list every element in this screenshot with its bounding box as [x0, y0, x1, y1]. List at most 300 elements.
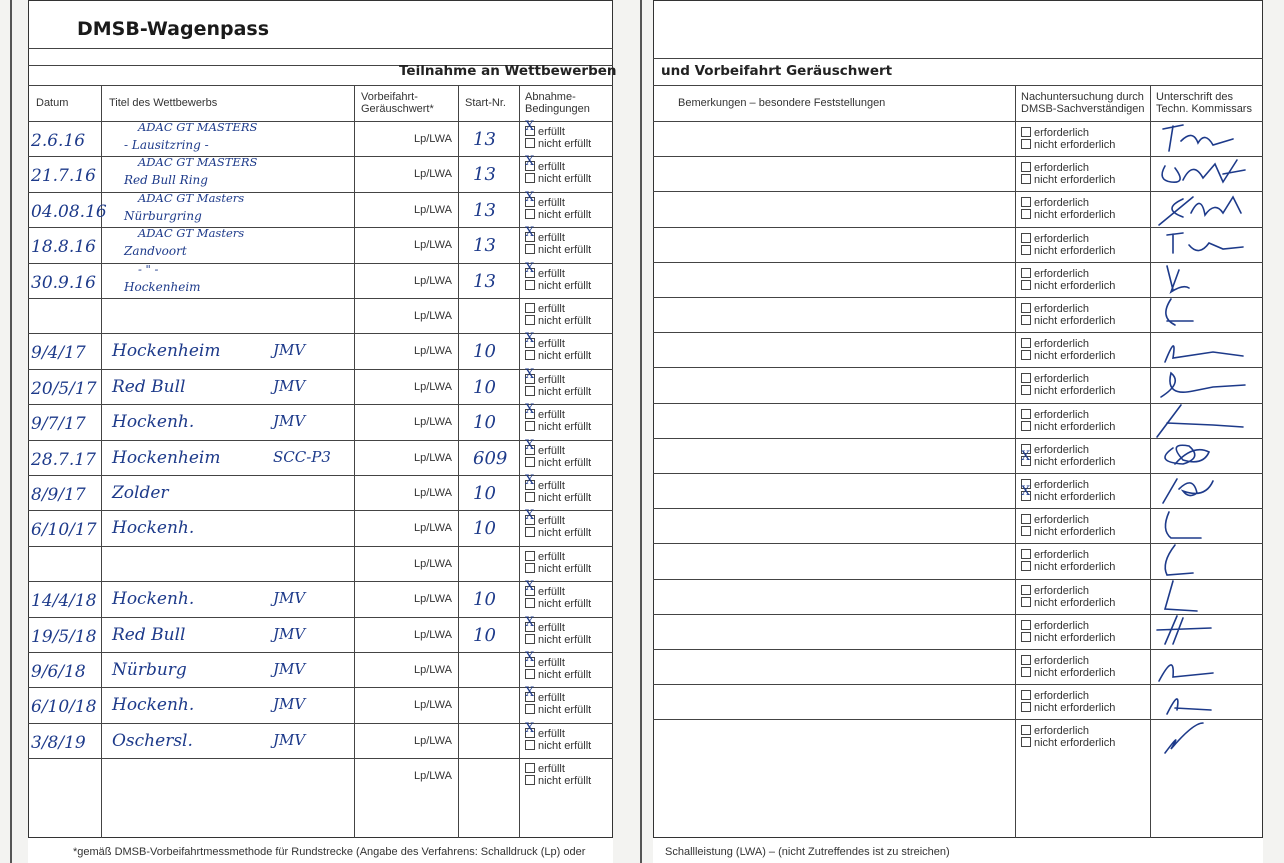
footnote: *gemäß DMSB-Vorbeifahrtmessmethode für Rundstrecke (Angabe des Verfahrens: Schalldruck (Lp) oder — [73, 846, 586, 858]
row-lp-lwa: Lp/LWA — [414, 770, 452, 783]
row-date: 28.7.17 — [31, 449, 96, 470]
row-start-nr: 10 — [473, 341, 496, 363]
row-signature: JMV — [273, 730, 306, 749]
table-row — [653, 614, 1263, 649]
table-row — [28, 189, 613, 227]
row-lp-lwa: Lp/LWA — [414, 451, 452, 464]
commissioner-signature — [1153, 719, 1258, 755]
checkbox-icon — [525, 598, 535, 608]
row-check-erfuellt — [525, 154, 565, 174]
binder-edge-center — [640, 0, 642, 863]
checkbox-icon — [1021, 373, 1031, 383]
col-header-abnahme-2: Bedingungen — [525, 103, 590, 115]
label-erforderlich: erforderlich — [1034, 162, 1090, 175]
check-mark-icon: X — [525, 650, 535, 665]
label-erforderlich: erforderlich — [1034, 338, 1090, 351]
row-lp-lwa: Lp/LWA — [414, 133, 452, 145]
row-check-erfuellt — [525, 473, 565, 492]
checkbox-icon — [1021, 561, 1031, 571]
row-check-erfuellt — [525, 650, 565, 669]
row-check-nicht-erforderlich — [1021, 350, 1115, 361]
row-start-nr: 10 — [473, 624, 496, 646]
checkbox-icon — [1021, 585, 1031, 595]
row-check-erforderlich — [1021, 373, 1089, 384]
row-lp-lwa: Lp/LWA — [414, 274, 452, 287]
commissioner-signature — [1153, 227, 1258, 263]
row-lp-lwa: Lp/LWA — [414, 203, 452, 216]
row-start-nr: 10 — [473, 376, 496, 398]
label-nicht-erforderlich: nicht erforderlich — [1034, 702, 1116, 715]
label-nicht-erfuellt: nicht erfüllt — [538, 562, 592, 575]
checkbox-icon — [1021, 421, 1031, 431]
label-nicht-erforderlich: nicht erforderlich — [1034, 561, 1116, 574]
row-check-erfuellt — [525, 225, 565, 245]
row-check-nicht-erfuellt — [525, 280, 591, 291]
table-row — [28, 298, 613, 333]
row-title-line1: Nürburg — [112, 660, 187, 680]
checkbox-icon — [1021, 385, 1031, 395]
checkbox-icon — [1021, 667, 1031, 677]
row-date: 6/10/17 — [31, 520, 97, 541]
row-signature: JMV — [273, 376, 306, 395]
row-check-nicht-erforderlich — [1021, 737, 1115, 748]
table-row — [653, 719, 1263, 754]
label-nicht-erfuellt: nicht erfüllt — [538, 704, 592, 717]
row-title-line1: ADAC GT Masters — [138, 190, 245, 205]
row-check-nicht-erfuellt — [525, 209, 591, 220]
checkbox-icon — [1021, 620, 1031, 630]
row-signature: JMV — [273, 589, 306, 608]
label-erfuellt: erfüllt — [538, 727, 565, 740]
table-row — [28, 475, 613, 510]
col-header-nachuntersuchung-1: Nachuntersuchung durch — [1021, 91, 1144, 103]
label-erfuellt: erfüllt — [538, 480, 565, 492]
row-date: 20/5/17 — [31, 378, 97, 399]
commissioner-signature — [1153, 684, 1258, 720]
row-check-erforderlich — [1021, 162, 1089, 173]
label-erfuellt: erfüllt — [538, 444, 565, 457]
label-erfuellt: erfüllt — [538, 303, 565, 315]
row-title-line1: Oschersl. — [112, 730, 193, 751]
section-title-right: und Vorbeifahrt Geräuschwert — [661, 63, 893, 79]
row-title-line1: ADAC GT MASTERS — [138, 120, 258, 134]
table-row — [653, 543, 1263, 578]
row-lp-lwa: Lp/LWA — [414, 734, 452, 747]
row-check-erforderlich — [1021, 338, 1089, 349]
checkbox-icon — [525, 173, 535, 183]
label-erforderlich: erforderlich — [1034, 373, 1090, 386]
table-row — [653, 579, 1263, 614]
label-nicht-erfuellt: nicht erfüllt — [538, 244, 592, 257]
checkbox-icon — [525, 669, 535, 679]
label-nicht-erfuellt: nicht erfüllt — [538, 315, 592, 327]
table-row — [653, 227, 1263, 262]
row-signature: SCC-P3 — [273, 447, 331, 466]
row-check-nicht-erforderlich — [1021, 632, 1115, 643]
row-check-nicht-erfuellt — [525, 740, 591, 751]
row-title-line1: ADAC GT Masters — [138, 226, 245, 241]
commissioner-signature — [1153, 403, 1258, 439]
footnote-right: Schallleistung (LWA) – (nicht Zutreffendes ist zu streichen) — [665, 846, 950, 858]
commissioner-signature — [1153, 508, 1258, 544]
label-nicht-erfuellt: nicht erfüllt — [538, 138, 592, 150]
checkbox-icon — [1021, 280, 1031, 290]
row-title-line1: Zolder — [112, 483, 169, 503]
row-check-nicht-erfuellt — [525, 315, 591, 326]
row-check-nicht-erfuellt — [525, 244, 591, 255]
checkbox-icon — [525, 138, 535, 148]
commissioner-signature — [1153, 297, 1258, 333]
check-mark-icon: X — [1021, 448, 1031, 464]
table-row — [653, 508, 1263, 543]
row-check-nicht-erforderlich — [1021, 139, 1115, 150]
checkbox-icon — [525, 492, 535, 502]
row-check-nicht-erforderlich — [1021, 667, 1115, 678]
label-erforderlich: erforderlich — [1034, 267, 1090, 280]
label-nicht-erfuellt: nicht erfüllt — [538, 208, 592, 221]
row-check-erforderlich — [1021, 514, 1089, 525]
row-date: 14/4/18 — [31, 591, 97, 612]
table-row — [28, 687, 613, 722]
label-nicht-erfuellt: nicht erfüllt — [538, 598, 592, 611]
row-check-erfuellt — [525, 720, 565, 740]
check-mark-icon: X — [525, 437, 535, 453]
checkbox-icon — [1021, 162, 1031, 172]
row-check-nicht-erfuellt — [525, 386, 591, 397]
label-nicht-erfuellt: nicht erfüllt — [538, 350, 592, 363]
row-check-erforderlich — [1021, 690, 1089, 701]
commissioner-signature — [1153, 156, 1258, 192]
row-check-erfuellt — [525, 685, 565, 705]
row-start-nr: 10 — [473, 412, 496, 434]
row-signature: JMV — [273, 412, 306, 431]
row-check-erforderlich — [1021, 620, 1089, 631]
binder-edge-left — [10, 0, 12, 863]
section-rule — [28, 85, 613, 86]
label-nicht-erforderlich: nicht erforderlich — [1034, 737, 1116, 750]
label-nicht-erforderlich: nicht erforderlich — [1034, 279, 1116, 292]
row-start-nr: 13 — [473, 199, 496, 221]
label-erfuellt: erfüllt — [538, 373, 565, 386]
checkbox-icon — [525, 303, 535, 313]
checkbox-icon — [525, 350, 535, 360]
row-lp-lwa: Lp/LWA — [414, 310, 452, 322]
row-check-erfuellt — [525, 508, 565, 528]
row-check-erfuellt — [525, 579, 565, 599]
row-check-erforderlich — [1021, 127, 1089, 138]
row-title-line1: Hockenheim — [112, 447, 221, 468]
label-erforderlich: erforderlich — [1034, 127, 1090, 139]
row-check-erfuellt — [525, 551, 565, 562]
label-nicht-erfuellt: nicht erfüllt — [538, 739, 592, 752]
row-check-erfuellt — [525, 402, 565, 422]
check-mark-icon: X — [525, 119, 535, 134]
row-start-nr: 13 — [473, 129, 496, 150]
label-nicht-erfuellt: nicht erfüllt — [538, 633, 592, 646]
row-lp-lwa: Lp/LWA — [414, 557, 452, 570]
checkbox-icon — [1021, 233, 1031, 243]
col-header-abnahme-1: Abnahme- — [525, 91, 576, 103]
row-title-line1: ADAC GT MASTERS — [138, 155, 258, 170]
row-title-line1: Hockenheim — [112, 341, 221, 362]
label-erforderlich: erforderlich — [1034, 514, 1090, 527]
label-nicht-erforderlich: nicht erforderlich — [1034, 491, 1116, 503]
row-date: 19/5/18 — [31, 626, 97, 647]
label-erfuellt: erfüllt — [538, 409, 565, 422]
row-check-nicht-erfuellt — [525, 492, 591, 503]
checkbox-icon — [1021, 702, 1031, 712]
table-row — [28, 121, 613, 156]
row-check-erforderlich — [1021, 585, 1089, 596]
label-nicht-erforderlich: nicht erforderlich — [1034, 667, 1116, 679]
row-start-nr: 13 — [473, 164, 496, 186]
checkbox-icon — [1021, 303, 1031, 313]
row-title-line1: Hockenh. — [112, 412, 195, 433]
table-row — [28, 156, 613, 191]
table-row — [653, 191, 1263, 226]
label-erforderlich: erforderlich — [1034, 303, 1090, 315]
table-row — [28, 510, 613, 545]
row-check-erforderlich — [1021, 479, 1089, 490]
checkbox-icon — [1021, 597, 1031, 607]
label-erfuellt: erfüllt — [538, 161, 565, 174]
row-check-nicht-erforderlich — [1021, 526, 1115, 537]
checkbox-icon — [525, 704, 535, 714]
checkbox-icon — [1021, 197, 1031, 207]
row-lp-lwa: Lp/LWA — [414, 239, 452, 252]
col-header-nachuntersuchung-2: DMSB-Sachverständigen — [1021, 103, 1145, 115]
row-date: 21.7.16 — [31, 166, 96, 187]
col-header-titel: Titel des Wettbewerbs — [109, 97, 218, 109]
table-row — [28, 227, 613, 262]
row-start-nr: 13 — [473, 270, 496, 292]
table-row — [653, 262, 1263, 297]
label-nicht-erfuellt: nicht erfüllt — [538, 527, 592, 540]
table-row — [28, 546, 613, 581]
label-nicht-erforderlich: nicht erforderlich — [1034, 315, 1116, 327]
title-rule-right — [653, 58, 1263, 59]
table-row — [28, 720, 613, 758]
row-check-nicht-erfuellt — [525, 634, 591, 645]
commissioner-signature — [1153, 121, 1258, 157]
row-check-erfuellt — [525, 366, 565, 386]
checkbox-icon — [525, 209, 535, 219]
label-erforderlich: erforderlich — [1034, 408, 1090, 421]
checkbox-icon — [1021, 315, 1031, 325]
label-nicht-erforderlich: nicht erforderlich — [1034, 174, 1116, 187]
row-start-nr: 10 — [473, 589, 496, 611]
commissioner-signature — [1153, 262, 1258, 298]
commissioner-signature — [1153, 649, 1258, 685]
label-nicht-erfuellt: nicht erfüllt — [538, 421, 592, 434]
label-erforderlich: erforderlich — [1034, 655, 1090, 667]
row-check-nicht-erforderlich — [1021, 174, 1115, 185]
row-date: 6/10/18 — [31, 697, 97, 718]
row-lp-lwa: Lp/LWA — [414, 664, 452, 676]
check-mark-icon: X — [525, 614, 535, 630]
commissioner-signature — [1153, 332, 1258, 368]
label-erfuellt: erfüllt — [538, 196, 565, 209]
label-erforderlich: erforderlich — [1034, 549, 1090, 562]
checkbox-icon — [1021, 725, 1031, 735]
checkbox-icon — [1021, 549, 1031, 559]
checkbox-icon — [1021, 268, 1031, 278]
checkbox-icon — [1021, 350, 1031, 360]
row-signature: JMV — [273, 660, 306, 678]
row-lp-lwa: Lp/LWA — [414, 593, 452, 606]
label-nicht-erforderlich: nicht erforderlich — [1034, 596, 1116, 609]
commissioner-signature — [1153, 191, 1258, 227]
row-check-erforderlich — [1021, 444, 1089, 455]
row-signature: JMV — [273, 695, 306, 714]
label-nicht-erfuellt: nicht erfüllt — [538, 279, 592, 292]
section-title: Teilnahme an Wettbewerben — [399, 63, 617, 79]
row-check-nicht-erfuellt — [525, 775, 591, 786]
label-nicht-erfuellt: nicht erfüllt — [538, 775, 592, 788]
label-erforderlich: erforderlich — [1034, 725, 1090, 738]
table-row — [28, 404, 613, 439]
row-date: 3/8/19 — [31, 732, 86, 753]
label-nicht-erfuellt: nicht erfüllt — [538, 669, 592, 681]
table-row — [28, 581, 613, 616]
label-erforderlich: erforderlich — [1034, 584, 1090, 597]
check-mark-icon: X — [525, 508, 535, 524]
check-mark-icon: X — [525, 331, 535, 347]
row-check-nicht-erforderlich — [1021, 561, 1115, 572]
row-lp-lwa: Lp/LWA — [414, 345, 452, 358]
row-start-nr: 10 — [473, 483, 496, 504]
col-header-start-nr: Start-Nr. — [465, 97, 506, 109]
row-lp-lwa: Lp/LWA — [414, 416, 452, 429]
section-rule-right — [653, 85, 1263, 86]
row-check-nicht-erforderlich — [1021, 315, 1115, 326]
row-title-line1: Hockenh. — [112, 695, 195, 716]
row-check-erforderlich — [1021, 725, 1089, 736]
row-check-nicht-erfuellt — [525, 350, 591, 361]
row-check-nicht-erforderlich — [1021, 385, 1115, 396]
row-check-erforderlich — [1021, 268, 1089, 279]
check-mark-icon: X — [525, 225, 535, 241]
check-mark-icon: X — [525, 579, 535, 595]
row-check-nicht-erfuellt — [525, 527, 591, 538]
label-nicht-erforderlich: nicht erforderlich — [1034, 209, 1116, 222]
checkbox-icon — [525, 315, 535, 325]
page-title: DMSB-Wagenpass — [77, 18, 270, 40]
row-start-nr: 13 — [473, 235, 496, 257]
row-signature: JMV — [273, 341, 306, 360]
label-nicht-erforderlich: nicht erforderlich — [1034, 455, 1116, 468]
table-row — [28, 652, 613, 687]
right-page — [653, 0, 1263, 863]
label-erforderlich: erforderlich — [1034, 443, 1090, 456]
label-nicht-erforderlich: nicht erforderlich — [1034, 139, 1116, 151]
row-check-nicht-erforderlich — [1021, 421, 1115, 432]
checkbox-icon — [525, 527, 535, 537]
table-row — [653, 121, 1263, 156]
table-row — [28, 260, 613, 298]
checkbox-icon — [525, 421, 535, 431]
col-header-vorbeifahrt-1: Vorbeifahrt- — [361, 91, 418, 103]
checkbox-icon — [525, 244, 535, 254]
table-row — [28, 758, 613, 793]
row-check-erforderlich — [1021, 197, 1089, 208]
label-erfuellt: erfüllt — [538, 586, 565, 599]
checkbox-icon — [1021, 174, 1031, 184]
table-row — [28, 614, 613, 652]
checkbox-icon — [1021, 655, 1031, 665]
row-check-nicht-erfuellt — [525, 421, 591, 432]
row-title-line1: Red Bull — [112, 624, 186, 645]
row-date: 9/4/17 — [31, 343, 86, 364]
row-check-erforderlich — [1021, 549, 1089, 560]
row-date: 8/9/17 — [31, 485, 86, 505]
row-date: 30.9.16 — [31, 272, 96, 293]
check-mark-icon: X — [525, 366, 535, 382]
label-erfuellt: erfüllt — [538, 763, 565, 776]
check-mark-icon: X — [525, 685, 535, 701]
col-header-bemerkungen: Bemerkungen – besondere Feststellungen — [678, 97, 886, 109]
table-row — [28, 333, 613, 368]
row-date: 9/7/17 — [31, 414, 86, 435]
row-check-nicht-erforderlich — [1021, 484, 1116, 503]
label-erforderlich: erforderlich — [1034, 619, 1090, 632]
row-check-erforderlich — [1021, 655, 1089, 666]
table-row — [653, 473, 1263, 508]
label-nicht-erfuellt: nicht erfüllt — [538, 173, 592, 186]
checkbox-icon — [1021, 127, 1031, 137]
row-check-nicht-erforderlich — [1021, 245, 1115, 256]
checkbox-icon — [1021, 139, 1031, 149]
row-check-erfuellt — [525, 614, 565, 634]
checkbox-icon — [525, 457, 535, 467]
table-row — [653, 684, 1263, 719]
checkbox-icon — [525, 551, 535, 561]
row-title-line1: Red Bull — [112, 376, 186, 397]
checkbox-icon — [525, 563, 535, 573]
row-lp-lwa: Lp/LWA — [414, 168, 452, 181]
label-erfuellt: erfüllt — [538, 657, 565, 669]
check-mark-icon: X — [525, 154, 535, 170]
table-row — [653, 297, 1263, 332]
check-mark-icon: X — [525, 189, 535, 205]
row-check-nicht-erforderlich — [1021, 448, 1116, 468]
label-erfuellt: erfüllt — [538, 232, 565, 245]
row-check-erfuellt — [525, 331, 565, 351]
row-lp-lwa: Lp/LWA — [414, 380, 452, 393]
row-check-nicht-erforderlich — [1021, 702, 1115, 713]
row-check-erfuellt — [525, 189, 565, 209]
checkbox-icon — [525, 386, 535, 396]
row-lp-lwa: Lp/LWA — [414, 699, 452, 712]
row-check-erfuellt — [525, 119, 565, 138]
check-mark-icon: X — [525, 473, 535, 488]
row-title-line1: Hockenh. — [112, 589, 195, 610]
row-title-line2: Hockenheim — [124, 279, 201, 294]
label-erfuellt: erfüllt — [538, 338, 565, 351]
label-erfuellt: erfüllt — [538, 267, 565, 280]
label-erforderlich: erforderlich — [1034, 232, 1090, 245]
row-check-nicht-erfuellt — [525, 138, 591, 149]
table-row — [28, 366, 613, 404]
row-lp-lwa: Lp/LWA — [414, 628, 452, 641]
label-nicht-erforderlich: nicht erforderlich — [1034, 526, 1116, 539]
checkbox-icon — [525, 280, 535, 290]
label-nicht-erforderlich: nicht erforderlich — [1034, 244, 1116, 257]
table-row — [653, 367, 1263, 402]
label-nicht-erforderlich: nicht erforderlich — [1034, 420, 1116, 433]
row-check-erforderlich — [1021, 409, 1089, 420]
row-date: 9/6/18 — [31, 662, 86, 682]
